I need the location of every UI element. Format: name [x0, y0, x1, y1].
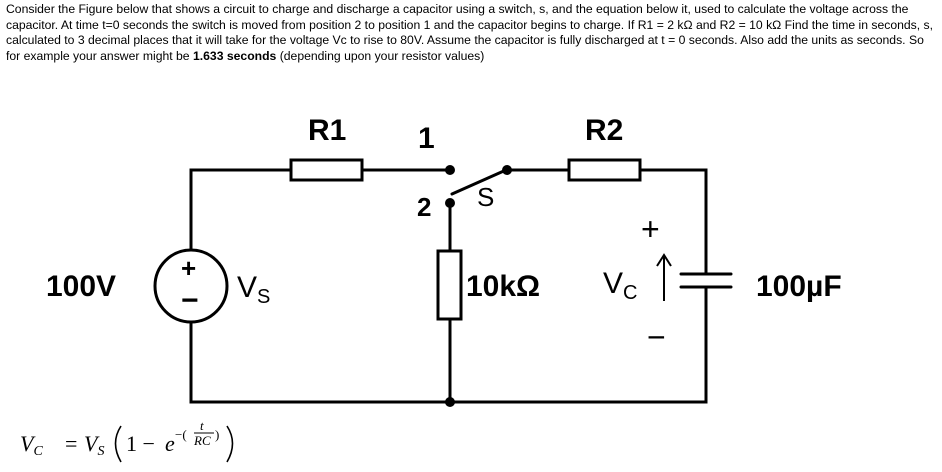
vc-minus-sign: −: [647, 319, 666, 355]
position-1-label: 1: [418, 122, 435, 155]
source-plus-sign: +: [181, 253, 197, 283]
question-tail: (depending upon your resistor values): [276, 48, 485, 63]
capacitor-value-label: 100µF: [756, 270, 842, 303]
vs-label-sub: S: [257, 286, 271, 308]
r1-label: R1: [308, 114, 347, 147]
vc-label: [603, 267, 637, 304]
vc-label-main: V: [603, 267, 624, 300]
eq-left-paren: [116, 426, 122, 462]
question-body: Consider the Figure below that shows a circuit to charge and discharge a capacitor using a switch, s, and the equation below it, used to calculate the voltage across the capacitor. At time t=0 seconds the switch is moved from position 2 to position 1 and the capacitor begins to charge. If R1 = 2 kΩ and R2 = 10 kΩ Find the time in seconds, s, calculated to 3 decimal places that it will take for the voltage Vc to rise to 80V. Assume the capacitor is fully discharged at t = 0 seconds. Also add the units as seconds. So for example your answer might be: [6, 2, 934, 63]
example-answer: 1.633 seconds: [192, 48, 277, 63]
node-bottom-junction: [445, 397, 455, 407]
node-position-1: [445, 165, 455, 175]
svg-text:VC: [20, 431, 43, 459]
charging-equation: [20, 418, 233, 462]
eq-vc: V: [20, 431, 34, 456]
vc-plus-sign: +: [641, 211, 660, 247]
eq-equals: =: [65, 431, 78, 456]
vc-arrow: [657, 255, 671, 301]
resistor-value-label: 10kΩ: [466, 270, 541, 303]
eq-e: e: [165, 431, 175, 456]
node-position-2: [445, 198, 455, 208]
switch-label: S: [477, 182, 495, 212]
eq-one-minus: 1 −: [126, 431, 155, 456]
resistor-r2: [569, 160, 640, 180]
vc-label-sub: C: [623, 282, 638, 304]
eq-rc: RC: [194, 433, 211, 448]
source-minus-sign: −: [181, 284, 199, 317]
eq-exp-close: ): [215, 427, 220, 442]
wire-top-left: [191, 170, 291, 250]
r2-label: R2: [585, 114, 624, 147]
eq-right-paren: [227, 426, 233, 462]
eq-t: t: [200, 418, 204, 433]
vs-label: [237, 271, 270, 308]
eq-vs-sub: S: [97, 444, 105, 459]
node-switch-pivot: [502, 165, 512, 175]
source-value-label: 100V: [46, 270, 117, 303]
resistor-10k: [438, 251, 461, 319]
resistor-r1: [291, 160, 362, 180]
eq-vc-sub: C: [33, 444, 43, 459]
eq-exp-minus: −(: [175, 427, 187, 442]
svg-text:VS: [84, 431, 104, 459]
eq-vs: V: [84, 431, 98, 456]
vs-label-main: V: [237, 271, 258, 304]
position-2-label: 2: [417, 192, 432, 222]
